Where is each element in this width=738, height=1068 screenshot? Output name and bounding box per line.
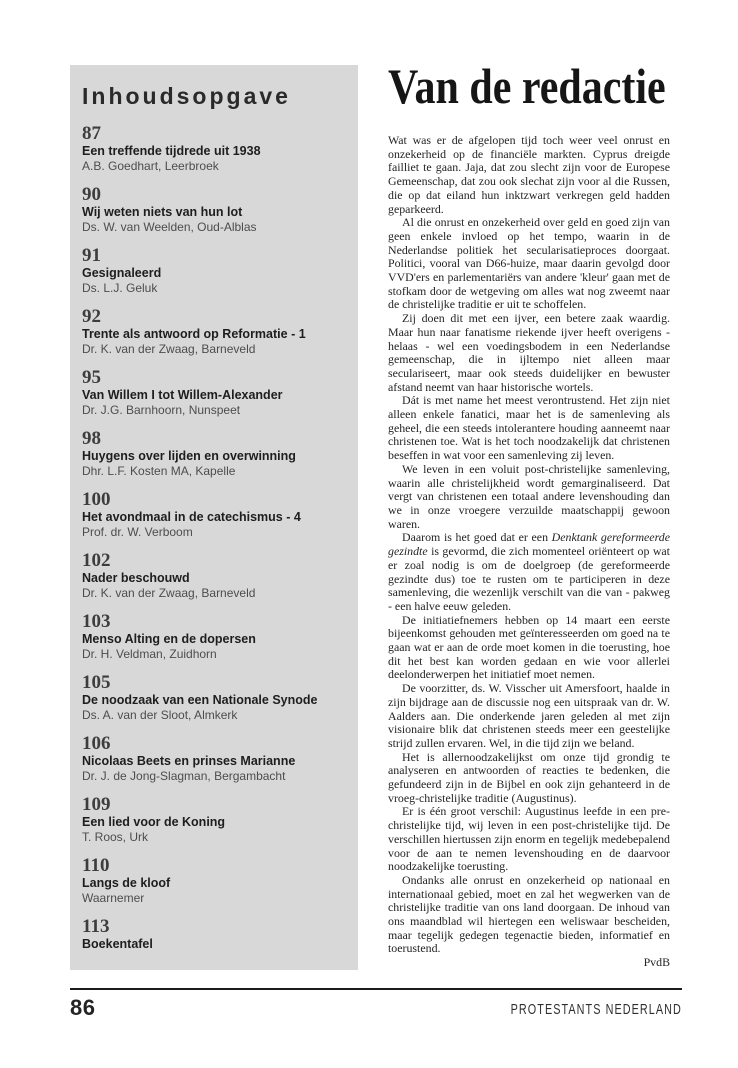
toc-entry xyxy=(82,551,344,600)
toc-entry xyxy=(82,124,344,173)
editorial-paragraph: De voorzitter, ds. W. Visscher uit Amersfoort, haalde in zijn bijdrage aan de discussie nog een uitspraak van dr. W. Aalders aan. Die onderkende jaren geleden al met zijn visionaire blik dat christenen steeds meer een geestelijke strijd zullen ervaren. Wel, in die tijd zijn we beland. xyxy=(388,681,670,750)
toc-entry-page-number: 106 xyxy=(82,733,111,754)
toc-entry-page-number: 105 xyxy=(82,672,111,693)
toc-entry-author: Ds. L.J. Geluk xyxy=(82,281,158,295)
toc-entry-page-number: 102 xyxy=(82,550,111,571)
editorial-title: Van de redactie xyxy=(388,58,666,114)
toc-entry-title: Menso Alting en de dopersen xyxy=(82,632,256,646)
editorial-paragraph: Er is één groot verschil: Augustinus leefde in een pre-christelijke tijd, wij leven in een post-christelijke tijd. De verschillen hiertussen zijn enorm en tegelijk medebepalend voor de aan te nemen levenshouding en de daarvoor noodzakelijke toerusting. xyxy=(388,804,670,874)
toc-entry-page-number: 109 xyxy=(82,794,111,815)
editorial-paragraph: Zij doen dit met een ijver, een betere zaak waardig. Maar hun naar fanatisme riekende ijver heeft overigens - helaas - wel een voedingsbodem in een Nederlandse gemeenschap, die in ijltempo niet alleen maar seculariseert, maar ook steeds duidelijker en bewuster afstand neemt van haar historische wortels. xyxy=(388,311,670,394)
footer-divider xyxy=(70,988,682,990)
toc-entry xyxy=(82,612,344,661)
toc-entry-title: Wij weten niets van hun lot xyxy=(82,205,243,219)
toc-entry-author: Ds. A. van der Sloot, Almkerk xyxy=(82,708,238,722)
toc-entry-page-number: 91 xyxy=(82,245,101,266)
editorial-paragraph: Al die onrust en onzekerheid over geld en goed zijn van geen enkele invloed op het tempo, waarin in de Nederlandse politiek het secularisatieproces doorgaat. Politici, vooral van D66-huize, maar daarin gevolgd door VVD'ers en parlementariërs van andere 'kleur' gaan met de stofkam door de wetgeving om alles wat nog zweemt naar de christelijke traditie er uit te schoffelen. xyxy=(388,215,670,312)
toc-entry xyxy=(82,795,344,844)
toc-entry-page-number: 100 xyxy=(82,489,111,510)
toc-entry-author: Dhr. L.F. Kosten MA, Kapelle xyxy=(82,464,236,478)
editorial-paragraph: Wat was er de afgelopen tijd toch weer veel onrust en onzekerheid op de financiële markten. Cyprus dreigde failliet te gaan. Jaja, dat zou slecht zijn voor de Europese Gemeenschap, dat zou ook slechat zijn voor al die Russen, die op dat eiland hun inktzwart verkregen geld hadden geparkeerd. xyxy=(388,133,670,216)
toc-entry-page-number: 98 xyxy=(82,428,101,449)
toc-entry-title: Gesignaleerd xyxy=(82,266,162,280)
toc-entry-title: Nader beschouwd xyxy=(82,571,190,585)
editorial-paragraph xyxy=(388,531,670,613)
toc-entry-title: Van Willem I tot Willem-Alexander xyxy=(82,388,283,402)
editorial-body xyxy=(388,134,670,970)
toc-entry xyxy=(82,429,344,478)
toc-entry-title: Het avondmaal in de catechismus - 4 xyxy=(82,510,301,524)
toc-entry-title: Een lied voor de Koning xyxy=(82,815,226,829)
editorial-paragraph: We leven in een voluit post-christelijke samenleving, waarin alle christelijkheid wordt gemarginaliseerd. Dat vergt van christenen een totaal andere levenshouding dan we in onze vroegere verzuilde maatschappij gewoon waren. xyxy=(388,461,670,531)
toc-entry-author: Dr. K. van der Zwaag, Barneveld xyxy=(82,342,256,356)
toc-entry xyxy=(82,734,344,783)
toc-entry xyxy=(82,856,344,905)
journal-name: PROTESTANTS NEDERLAND xyxy=(510,1001,682,1018)
italic-phrase: Denktank gereformeerde gezindte xyxy=(388,530,670,559)
toc-entry-author: Dr. J.G. Barnhoorn, Nunspeet xyxy=(82,403,241,417)
paragraph-segment: is gevormd, die zich momenteel oriënteert op wat er zoal nodig is om de doelgroep (de gereformeerde gezindte dus) toe te rusten om te participeren in deze samenleving, die wezenlijk verschilt van die van - pakweg - een halve eeuw geleden. xyxy=(388,544,670,613)
toc-entry-author: Dr. K. van der Zwaag, Barneveld xyxy=(82,586,256,600)
toc-entry-page-number: 113 xyxy=(82,916,110,937)
editorial-paragraph: Het is allernoodzakelijkst om onze tijd grondig te analyseren en antwoorden of reacties te bedenken, die gefundeerd zijn in de Bijbel en ook zijn gehanteerd in de vroeg-christelijke traditie (Augustinus). xyxy=(388,749,670,805)
toc-entry-title: Een treffende tijdrede uit 1938 xyxy=(82,144,261,158)
editorial-paragraph: Ondanks alle onrust en onzekerheid op nationaal en internationaal gebied, moet en zal het wegwerken van de christelijke traditie van ons land doorgaan. De inhoud van ons maandblad wil hiertegen een weliswaar bescheiden, maar tegelijk gedegen tegenactie bieden, informatief en toerustend. xyxy=(388,872,670,956)
toc-entry xyxy=(82,673,344,722)
toc-entry-author: T. Roos, Urk xyxy=(82,830,149,844)
toc-entry-title: De noodzaak van een Nationale Synode xyxy=(82,693,318,707)
toc-entry-title: Huygens over lijden en overwinning xyxy=(82,449,296,463)
toc-entry-page-number: 92 xyxy=(82,306,101,327)
toc-entry-title: Trente als antwoord op Reformatie - 1 xyxy=(82,327,306,341)
toc-entry-page-number: 95 xyxy=(82,367,101,388)
editorial-paragraph: De initiatiefnemers hebben op 14 maart een eerste bijeenkomst gehouden met geïnteresseerden om goed na te gaan wat er aan de orde moet komen in die toerusting, hoe dit het best kan worden gedaan en wie voor allerlei deelonderwerpen het initiatief moet nemen. xyxy=(388,612,670,682)
toc-entry xyxy=(82,368,344,417)
toc-entry-author: Waarnemer xyxy=(82,891,145,905)
toc-entry-author: A.B. Goedhart, Leerbroek xyxy=(82,159,219,173)
toc-entry-title: Langs de kloof xyxy=(82,876,171,890)
page-number: 86 xyxy=(70,995,96,1020)
editorial-article xyxy=(388,60,670,970)
toc-entry xyxy=(82,185,344,234)
toc-panel xyxy=(70,65,358,970)
toc-entry-author: Prof. dr. W. Verboom xyxy=(82,525,193,539)
toc-entry xyxy=(82,490,344,539)
editorial-paragraph: Dát is met name het meest verontrustend. Het zijn niet alleen enkele fanatici, maar het is de samenleving als geheel, die een steeds intolerantere houding aanneemt naar christenen toe. Wat is het toch noodzakelijk dat christenen beseffen in wat voor een samenleving zij leven. xyxy=(388,393,670,463)
toc-entry-author: Dr. J. de Jong-Slagman, Bergambacht xyxy=(82,769,286,783)
toc-entry-page-number: 110 xyxy=(82,855,110,876)
toc-entry-page-number: 90 xyxy=(82,184,101,205)
toc-entry-author: Ds. W. van Weelden, Oud-Alblas xyxy=(82,220,257,234)
editorial-signature: PvdB xyxy=(643,955,670,970)
toc-entry-author: Dr. H. Veldman, Zuidhorn xyxy=(82,647,217,661)
toc-entry xyxy=(82,917,344,952)
toc-entry xyxy=(82,307,344,356)
toc-entry xyxy=(82,246,344,295)
toc-title: Inhoudsopgave xyxy=(82,83,291,109)
toc-entry-title: Nicolaas Beets en prinses Marianne xyxy=(82,754,296,768)
toc-entry-title: Boekentafel xyxy=(82,937,153,951)
toc-entry-page-number: 87 xyxy=(82,123,101,144)
paragraph-segment: Daarom is het goed dat er een xyxy=(402,530,552,545)
toc-entry-page-number: 103 xyxy=(82,611,111,632)
